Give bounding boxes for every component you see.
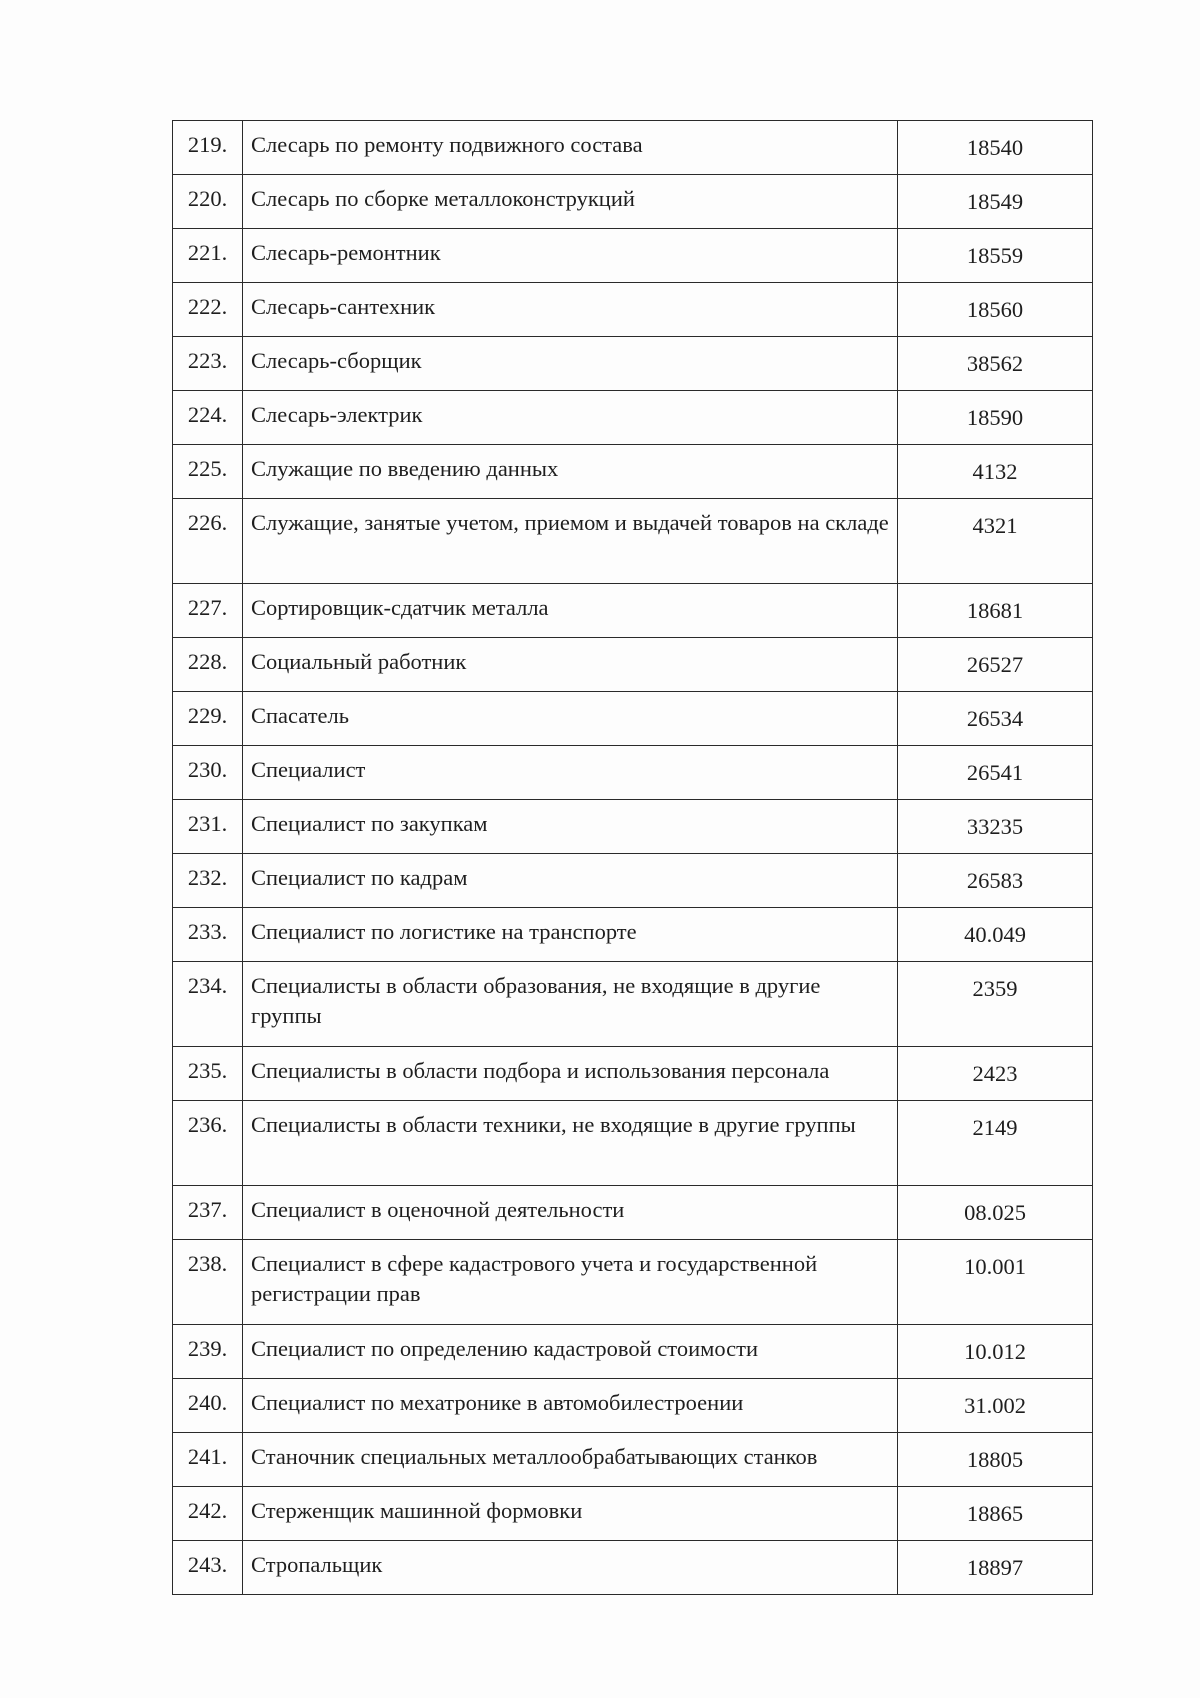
profession-name: Специалист по кадрам: [243, 854, 898, 908]
profession-code: 18865: [898, 1487, 1093, 1541]
profession-name: Спасатель: [243, 692, 898, 746]
row-number: 238.: [173, 1240, 243, 1325]
table-row: [173, 1101, 1093, 1186]
table-row: [173, 175, 1093, 229]
profession-code: 18805: [898, 1433, 1093, 1487]
profession-code: 2359: [898, 962, 1093, 1047]
table-row: [173, 121, 1093, 175]
row-number: 219.: [173, 121, 243, 175]
row-number: 231.: [173, 800, 243, 854]
profession-code: 18559: [898, 229, 1093, 283]
profession-name: Служащие, занятые учетом, приемом и выдачей товаров на складе: [243, 499, 898, 584]
table-row: [173, 229, 1093, 283]
row-number: 232.: [173, 854, 243, 908]
profession-code: 26583: [898, 854, 1093, 908]
profession-code: 18549: [898, 175, 1093, 229]
row-number: 241.: [173, 1433, 243, 1487]
profession-code: 08.025: [898, 1186, 1093, 1240]
profession-code: 33235: [898, 800, 1093, 854]
table-row: [173, 1240, 1093, 1325]
table-row: [173, 1433, 1093, 1487]
professions-table: [172, 120, 1093, 1595]
profession-name: Специалист в оценочной деятельности: [243, 1186, 898, 1240]
row-number: 229.: [173, 692, 243, 746]
profession-code: 18681: [898, 584, 1093, 638]
row-number: 223.: [173, 337, 243, 391]
row-number: 236.: [173, 1101, 243, 1186]
profession-code: 26534: [898, 692, 1093, 746]
row-number: 235.: [173, 1047, 243, 1101]
profession-code: 26541: [898, 746, 1093, 800]
row-number: 221.: [173, 229, 243, 283]
row-number: 242.: [173, 1487, 243, 1541]
table-row: [173, 445, 1093, 499]
profession-code: 2149: [898, 1101, 1093, 1186]
profession-name: Сортировщик-сдатчик металла: [243, 584, 898, 638]
profession-name: Слесарь-ремонтник: [243, 229, 898, 283]
table-row: [173, 1379, 1093, 1433]
table-row: [173, 283, 1093, 337]
row-number: 230.: [173, 746, 243, 800]
profession-name: Слесарь-электрик: [243, 391, 898, 445]
row-number: 240.: [173, 1379, 243, 1433]
profession-name: Специалист по определению кадастровой стоимости: [243, 1325, 898, 1379]
table-row: [173, 337, 1093, 391]
row-number: 224.: [173, 391, 243, 445]
row-number: 225.: [173, 445, 243, 499]
profession-name: Социальный работник: [243, 638, 898, 692]
table-row: [173, 1487, 1093, 1541]
profession-name: Слесарь-сантехник: [243, 283, 898, 337]
row-number: 243.: [173, 1541, 243, 1595]
profession-name: Стерженщик машинной формовки: [243, 1487, 898, 1541]
professions-table-body: [173, 121, 1093, 1595]
table-row: [173, 584, 1093, 638]
profession-code: 38562: [898, 337, 1093, 391]
profession-code: 18560: [898, 283, 1093, 337]
profession-name: Специалист в сфере кадастрового учета и государственной регистрации прав: [243, 1240, 898, 1325]
profession-name: Специалисты в области подбора и использования персонала: [243, 1047, 898, 1101]
profession-name: Специалисты в области образования, не входящие в другие группы: [243, 962, 898, 1047]
profession-code: 4132: [898, 445, 1093, 499]
table-row: [173, 692, 1093, 746]
profession-name: Станочник специальных металлообрабатывающих станков: [243, 1433, 898, 1487]
profession-name: Специалист по закупкам: [243, 800, 898, 854]
profession-code: 10.012: [898, 1325, 1093, 1379]
profession-code: 2423: [898, 1047, 1093, 1101]
table-row: [173, 800, 1093, 854]
profession-code: 40.049: [898, 908, 1093, 962]
profession-name: Специалисты в области техники, не входящие в другие группы: [243, 1101, 898, 1186]
table-row: [173, 638, 1093, 692]
profession-name: Специалист по мехатронике в автомобилестроении: [243, 1379, 898, 1433]
table-row: [173, 1325, 1093, 1379]
profession-code: 18540: [898, 121, 1093, 175]
table-row: [173, 854, 1093, 908]
table-row: [173, 962, 1093, 1047]
row-number: 237.: [173, 1186, 243, 1240]
table-row: [173, 746, 1093, 800]
profession-name: Специалист по логистике на транспорте: [243, 908, 898, 962]
row-number: 239.: [173, 1325, 243, 1379]
profession-name: Специалист: [243, 746, 898, 800]
row-number: 226.: [173, 499, 243, 584]
row-number: 228.: [173, 638, 243, 692]
table-row: [173, 499, 1093, 584]
profession-code: 10.001: [898, 1240, 1093, 1325]
row-number: 227.: [173, 584, 243, 638]
row-number: 233.: [173, 908, 243, 962]
table-row: [173, 1541, 1093, 1595]
table-row: [173, 908, 1093, 962]
table-row: [173, 1186, 1093, 1240]
row-number: 220.: [173, 175, 243, 229]
profession-name: Служащие по введению данных: [243, 445, 898, 499]
profession-name: Стропальщик: [243, 1541, 898, 1595]
profession-code: 18590: [898, 391, 1093, 445]
profession-code: 4321: [898, 499, 1093, 584]
table-row: [173, 391, 1093, 445]
profession-name: Слесарь по сборке металлоконструкций: [243, 175, 898, 229]
table-row: [173, 1047, 1093, 1101]
row-number: 222.: [173, 283, 243, 337]
row-number: 234.: [173, 962, 243, 1047]
profession-code: 31.002: [898, 1379, 1093, 1433]
profession-code: 18897: [898, 1541, 1093, 1595]
profession-name: Слесарь по ремонту подвижного состава: [243, 121, 898, 175]
profession-name: Слесарь-сборщик: [243, 337, 898, 391]
profession-code: 26527: [898, 638, 1093, 692]
